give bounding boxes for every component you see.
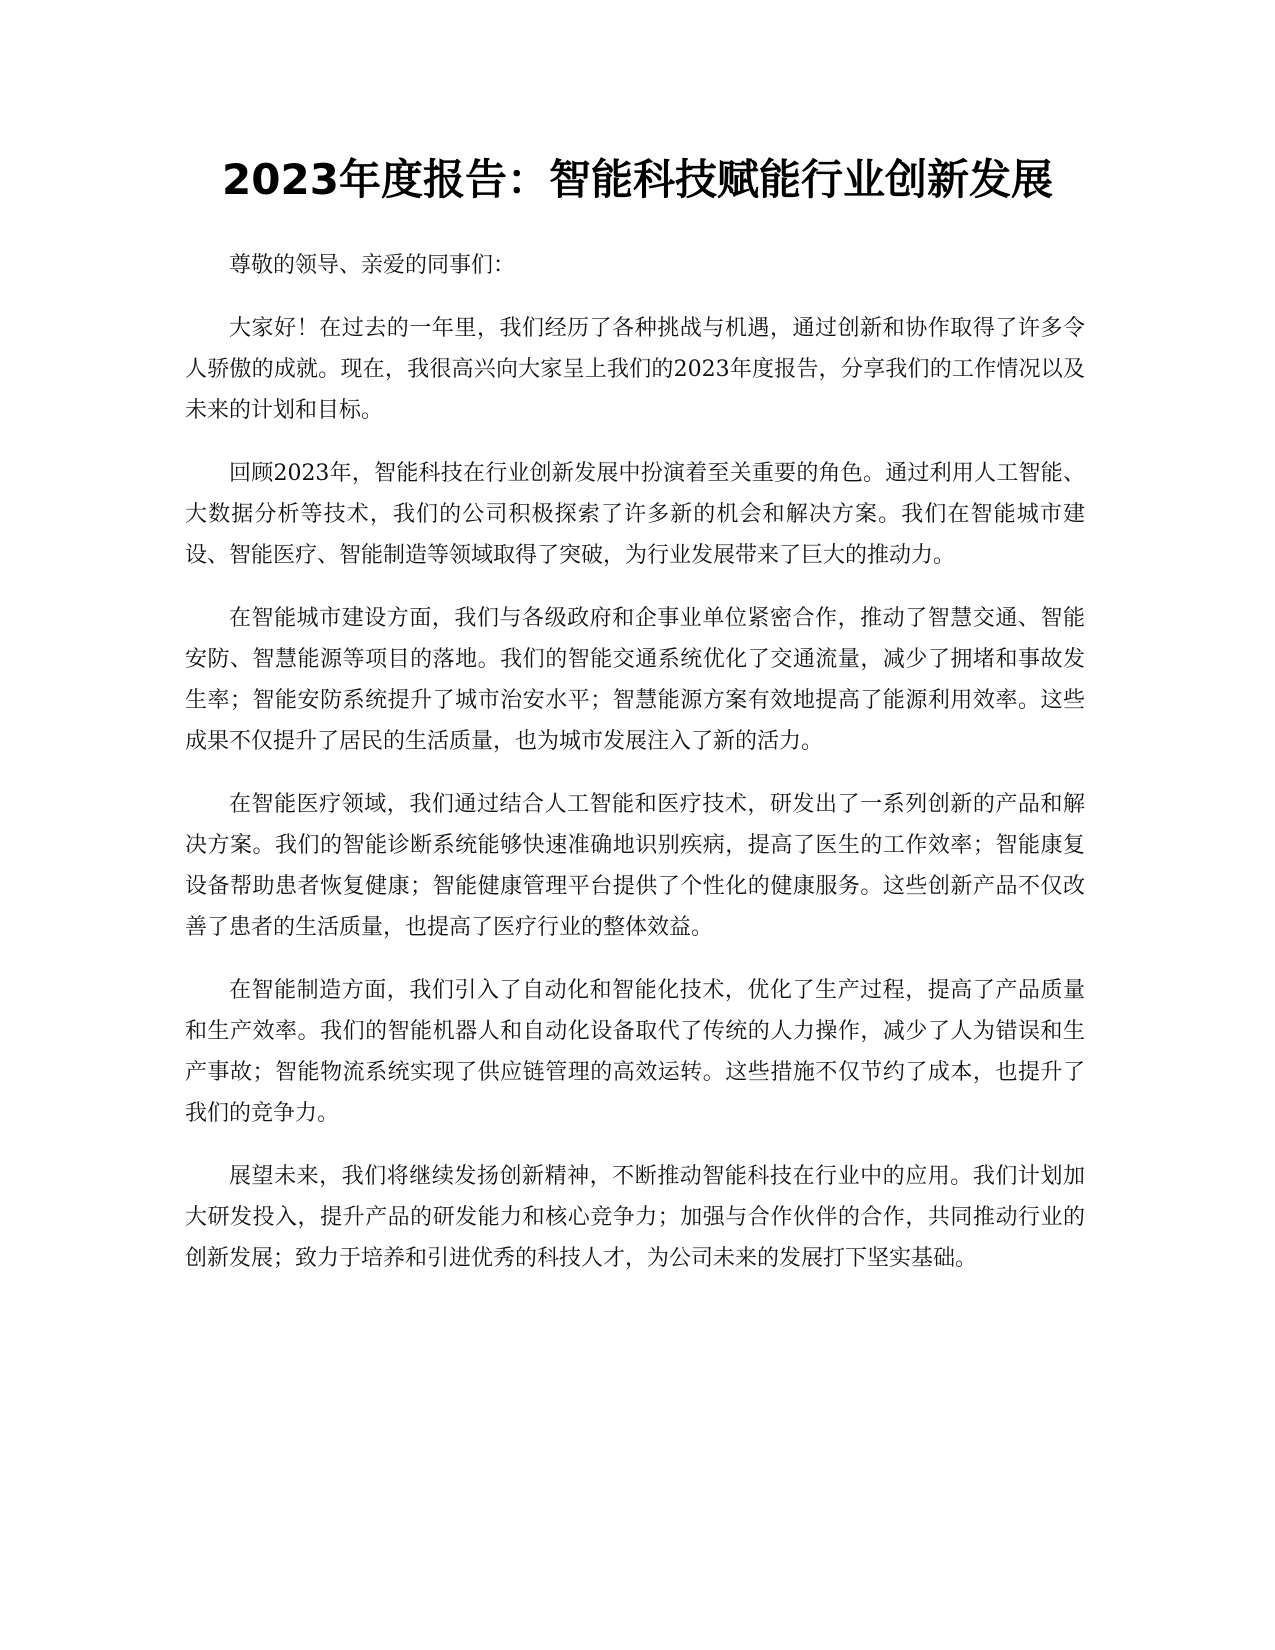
paragraph-review: 回顾2023年，智能科技在行业创新发展中扮演着至关重要的角色。通过利用人工智能、大数据分析等技术，我们的公司积极探索了许多新的机会和解决方案。我们在智能城市建设、智能医疗、智能制造等领域取得了突破，为行业发展带来了巨大的推动力。 <box>185 461 1085 568</box>
document-body <box>185 245 1085 1301</box>
paragraph-greeting: 大家好！在过去的一年里，我们经历了各种挑战与机遇，通过创新和协作取得了许多令人骄傲的成就。现在，我很高兴向大家呈上我们的2023年度报告，分享我们的工作情况以及未来的计划和目标。 <box>185 316 1085 423</box>
document-title: 2023年度报告：智能科技赋能行业创新发展 <box>222 155 1053 204</box>
paragraph-smart-healthcare: 在智能医疗领域，我们通过结合人工智能和医疗技术，研发出了一系列创新的产品和解决方案。我们的智能诊断系统能够快速准确地识别疾病，提高了医生的工作效率；智能康复设备帮助患者恢复健康；智能健康管理平台提供了个性化的健康服务。这些创新产品不仅改善了患者的生活质量，也提高了医疗行业的整体效益。 <box>185 792 1085 940</box>
paragraph-outlook: 展望未来，我们将继续发扬创新精神，不断推动智能科技在行业中的应用。我们计划加大研发投入，提升产品的研发能力和核心竞争力；加强与合作伙伴的合作，共同推动行业的创新发展；致力于培养和引进优秀的科技人才，为公司未来的发展打下坚实基础。 <box>185 1164 1085 1271</box>
paragraph-smart-manufacturing: 在智能制造方面，我们引入了自动化和智能化技术，优化了生产过程，提高了产品质量和生产效率。我们的智能机器人和自动化设备取代了传统的人力操作，减少了人为错误和生产事故；智能物流系统实现了供应链管理的高效运转。这些措施不仅节约了成本，也提升了我们的竞争力。 <box>185 978 1085 1126</box>
paragraph-smart-city: 在智能城市建设方面，我们与各级政府和企事业单位紧密合作，推动了智慧交通、智能安防、智慧能源等项目的落地。我们的智能交通系统优化了交通流量，减少了拥堵和事故发生率；智能安防系统提升了城市治安水平；智慧能源方案有效地提高了能源利用效率。这些成果不仅提升了居民的生活质量，也为城市发展注入了新的活力。 <box>185 606 1085 754</box>
paragraph-salutation: 尊敬的领导、亲爱的同事们： <box>229 253 516 278</box>
